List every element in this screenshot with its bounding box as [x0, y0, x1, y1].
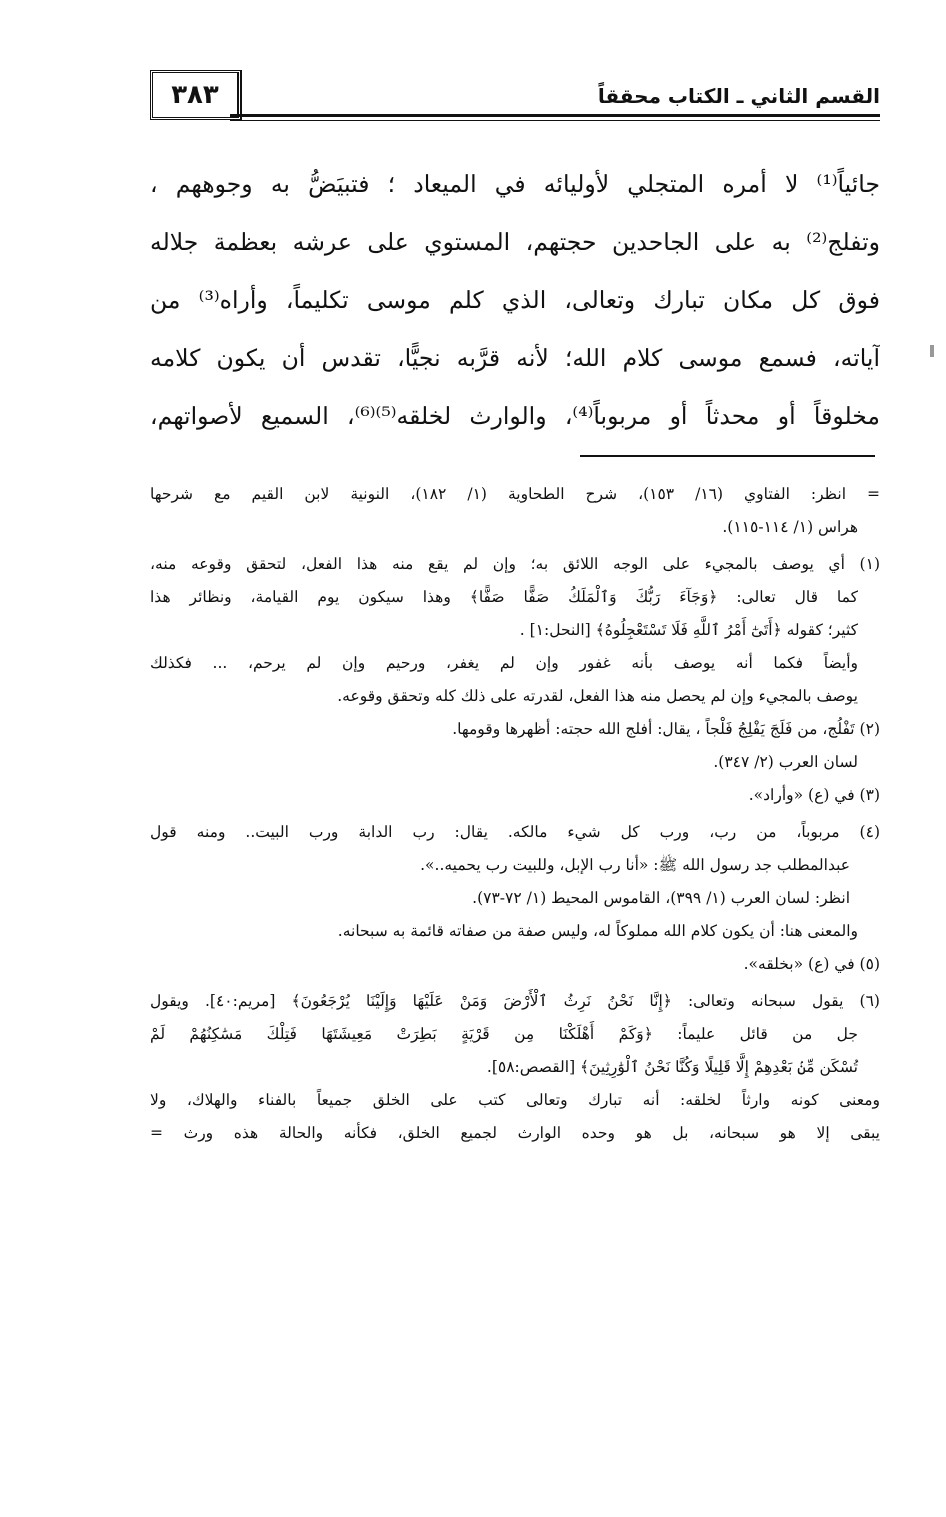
- running-header: [150, 70, 880, 130]
- footnote-5-line: (٥) في (ع) «بخلقه».: [743, 955, 880, 973]
- footnote-2-line: لسان العرب (٢/ ٣٤٧).: [713, 753, 858, 771]
- footnote-1-line: وأيضاً فكما أنه يوصف بأنه غفور وإن لم يغفر، ورحيم وإن لم يرحم، ... فكذلك: [150, 654, 858, 672]
- footnote-1-line: يوصف بالمجيء وإن لم يحصل منه هذا الفعل، لقدرته على ذلك كله وتحقق وقوعه.: [337, 687, 858, 705]
- main-text-line: جائياً⁽¹⁾ لا أمره المتجلي لأوليائه في الميعاد ؛ فتبيَضُّ به وجوههم ،: [150, 170, 880, 198]
- header-title: القسم الثاني ـ الكتاب محققاً: [597, 84, 880, 108]
- main-text-line: وتفلج⁽²⁾ به على الجاحدين حجتهم، المستوي على عرشه بعظمة جلاله: [150, 228, 880, 256]
- footnote-6-line: (٦) يقول سبحانه وتعالى: ﴿إِنَّا نَحْنُ نَرِثُ ٱلْأَرْضَ وَمَنْ عَلَيْهَا وَإِلَيْنَا يُرْجَعُونَ﴾ [مريم:٤٠]. ويقول: [150, 992, 880, 1010]
- main-text-line: فوق كل مكان تبارك وتعالى، الذي كلم موسى تكليماً، وأراه⁽³⁾ من: [150, 286, 880, 314]
- footnotes: [150, 478, 880, 1150]
- footnote-6-line: يبقى إلا هو سبحانه، بل هو وحده الوارث لجميع الخلق، فكأنه والحالة هذه ورث =: [150, 1124, 880, 1142]
- main-text-line: مخلوقاً أو محدثاً أو مربوباً⁽⁴⁾، والوارث لخلقه⁽⁵⁾⁽⁶⁾، السميع لأصواتهم،: [150, 402, 880, 430]
- page-number-box: [150, 70, 242, 120]
- margin-mark: [930, 345, 934, 357]
- footnote-2-line: (٢) تَفْلُج، من فَلَجَ يَفْلِجُ فَلْجاً ، يقال: أفلج الله حجته: أظهرها وقومها.: [452, 720, 880, 738]
- footnote-6-line: ومعنى كونه وارثاً لخلقه: أنه تبارك وتعالى كتب على الخلق جميعاً بالفناء والهلاك، ولا: [150, 1091, 880, 1109]
- footnote-4-line: والمعنى هنا: أن يكون كلام الله مملوكاً له، وليس صفة من صفاته قائمة به سبحانه.: [337, 922, 858, 940]
- footnote-separator: [580, 455, 875, 457]
- footnote-4-line: عبدالمطلب جد رسول الله ﷺ: «أنا رب الإبل، وللبيت رب يحميه..».: [420, 856, 850, 874]
- footnote-4-line: (٤) مربوباً، من رب، ورب كل شيء مالكه. يقال: رب الدابة ورب البيت.. ومنه قول: [150, 823, 880, 841]
- header-rule: [230, 114, 880, 117]
- footnote-line: = انظر: الفتاوي (١٦/ ١٥٣)، شرح الطحاوية (١/ ١٨٢)، النونية لابن القيم مع شرحها: [150, 485, 880, 503]
- footnote-1-line: كما قال تعالى: ﴿وَجَآءَ رَبُّكَ وَٱلْمَلَكُ صَفًّا صَفًّا﴾ وهذا سيكون يوم القيامة، ونظائر هذا: [150, 588, 858, 606]
- footnote-4-line: انظر: لسان العرب (١/ ٣٩٩)، القاموس المحيط (١/ ٧٢-٧٣).: [472, 889, 850, 907]
- footnote-6-line: تُسْكَن مِّنۢ بَعْدِهِمْ إِلَّا قَلِيلًا وَكُنَّا نَحْنُ ٱلْوَٰرِثِينَ﴾ [القصص:٥٨].: [486, 1058, 858, 1076]
- header-rule-thin: [230, 120, 880, 121]
- footnote-1-line: كثير؛ كقوله ﴿أَتَىٰٓ أَمْرُ ٱللَّهِ فَلَا تَسْتَعْجِلُوهُ﴾ [النحل:١] .: [519, 621, 858, 639]
- footnote-3-line: (٣) في (ع) «وأراد».: [748, 786, 880, 804]
- footnote-6-line: جل من قائل عليماً: ﴿وَكَمْ أَهْلَكْنَا مِن قَرْيَةٍ بَطِرَتْ مَعِيشَتَهَا فَتِلْكَ مَسَٰكِنُهُمْ لَمْ: [150, 1025, 858, 1043]
- main-text-line: آياته، فسمع موسى كلام الله؛ لأنه قرَّبه نجيًّا، تقدس أن يكون كلامه: [150, 344, 880, 372]
- main-text: [150, 155, 880, 445]
- page-number: ٣٨٣: [171, 80, 219, 110]
- footnote-line: هراس (١/ ١١٤-١١٥).: [722, 518, 858, 536]
- footnote-1-line: (١) أي يوصف بالمجيء على الوجه اللائق به؛ وإن لم يقع منه هذا الفعل، لتحقق وقوعه منه،: [150, 555, 880, 573]
